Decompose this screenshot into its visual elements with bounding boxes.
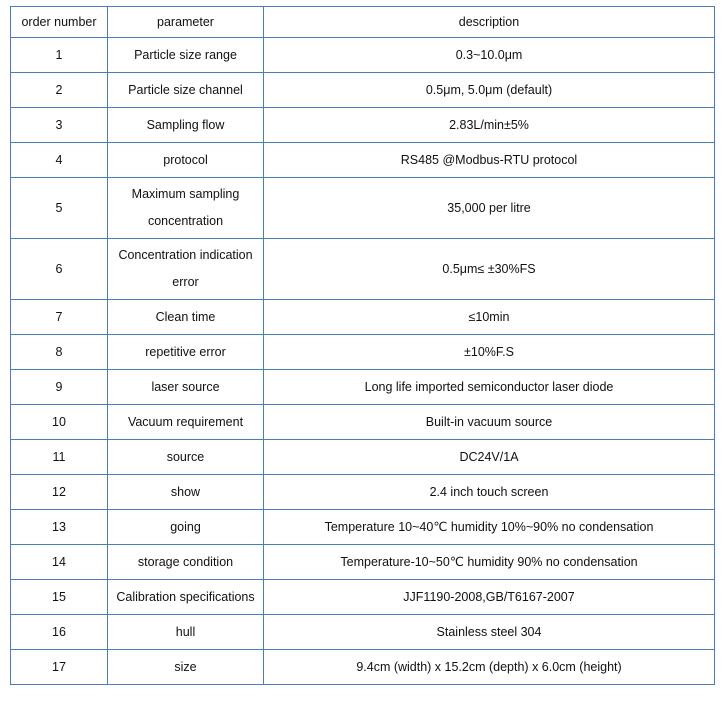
table-body: [11, 38, 715, 685]
order-number-cell: 17: [11, 650, 108, 685]
parameter-cell: storage condition: [108, 545, 264, 580]
parameter-cell: Maximum sampling concentration: [108, 178, 264, 239]
table-row: [11, 545, 715, 580]
description-cell: ±10%F.S: [264, 335, 715, 370]
header-description: description: [264, 7, 715, 38]
description-cell: 0.5μm≤ ±30%FS: [264, 239, 715, 300]
description-cell: ≤10min: [264, 300, 715, 335]
table-row: [11, 510, 715, 545]
parameter-cell: laser source: [108, 370, 264, 405]
table-row: [11, 650, 715, 685]
description-cell: RS485 @Modbus-RTU protocol: [264, 143, 715, 178]
order-number-cell: 13: [11, 510, 108, 545]
table-row: [11, 335, 715, 370]
description-cell: 2.4 inch touch screen: [264, 475, 715, 510]
table-row: [11, 580, 715, 615]
table-row: [11, 38, 715, 73]
order-number-cell: 4: [11, 143, 108, 178]
specification-table: [10, 6, 715, 685]
parameter-cell: Concentration indication error: [108, 239, 264, 300]
description-cell: 9.4cm (width) x 15.2cm (depth) x 6.0cm (height): [264, 650, 715, 685]
table-header: [11, 7, 715, 38]
parameter-cell: going: [108, 510, 264, 545]
parameter-cell: size: [108, 650, 264, 685]
order-number-cell: 3: [11, 108, 108, 143]
parameter-cell: Particle size channel: [108, 73, 264, 108]
description-cell: 2.83L/min±5%: [264, 108, 715, 143]
order-number-cell: 1: [11, 38, 108, 73]
parameter-cell: show: [108, 475, 264, 510]
table-row: [11, 143, 715, 178]
table-row: [11, 475, 715, 510]
parameter-cell: protocol: [108, 143, 264, 178]
order-number-cell: 6: [11, 239, 108, 300]
table-row: [11, 73, 715, 108]
parameter-cell: Particle size range: [108, 38, 264, 73]
parameter-cell: Calibration specifications: [108, 580, 264, 615]
parameter-cell: Vacuum requirement: [108, 405, 264, 440]
table-row: [11, 440, 715, 475]
order-number-cell: 2: [11, 73, 108, 108]
table-row: [11, 239, 715, 300]
description-cell: 0.3~10.0μm: [264, 38, 715, 73]
order-number-cell: 5: [11, 178, 108, 239]
order-number-cell: 15: [11, 580, 108, 615]
header-order-number: order number: [11, 7, 108, 38]
description-cell: DC24V/1A: [264, 440, 715, 475]
header-parameter: parameter: [108, 7, 264, 38]
description-cell: Built-in vacuum source: [264, 405, 715, 440]
table-row: [11, 615, 715, 650]
order-number-cell: 12: [11, 475, 108, 510]
header-row: [11, 7, 715, 38]
description-cell: Long life imported semiconductor laser diode: [264, 370, 715, 405]
description-cell: JJF1190-2008,GB/T6167-2007: [264, 580, 715, 615]
table-row: [11, 108, 715, 143]
parameter-cell: Sampling flow: [108, 108, 264, 143]
parameter-cell: hull: [108, 615, 264, 650]
parameter-cell: repetitive error: [108, 335, 264, 370]
table-row: [11, 370, 715, 405]
description-cell: 35,000 per litre: [264, 178, 715, 239]
order-number-cell: 14: [11, 545, 108, 580]
description-cell: Stainless steel 304: [264, 615, 715, 650]
order-number-cell: 11: [11, 440, 108, 475]
table-row: [11, 405, 715, 440]
order-number-cell: 7: [11, 300, 108, 335]
parameter-cell: source: [108, 440, 264, 475]
description-cell: Temperature-10~50℃ humidity 90% no condensation: [264, 545, 715, 580]
table-row: [11, 178, 715, 239]
description-cell: Temperature 10~40℃ humidity 10%~90% no condensation: [264, 510, 715, 545]
order-number-cell: 9: [11, 370, 108, 405]
order-number-cell: 10: [11, 405, 108, 440]
parameter-cell: Clean time: [108, 300, 264, 335]
description-cell: 0.5μm, 5.0μm (default): [264, 73, 715, 108]
table-row: [11, 300, 715, 335]
order-number-cell: 8: [11, 335, 108, 370]
order-number-cell: 16: [11, 615, 108, 650]
